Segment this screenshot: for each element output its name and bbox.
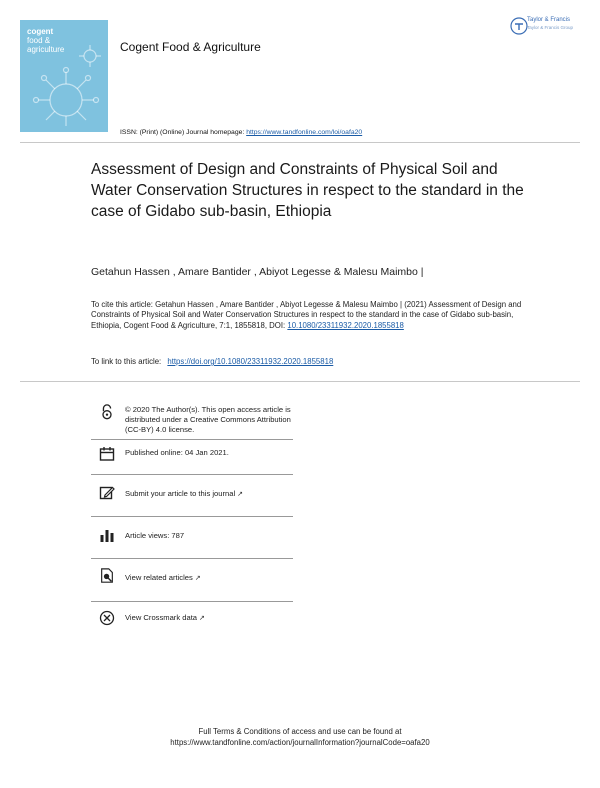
submit-label[interactable]: Submit your article to this journal bbox=[125, 489, 236, 498]
article-authors: Getahun Hassen , Amare Bantider , Abiyot Legesse & Malesu Maimbo | bbox=[91, 266, 424, 278]
edit-icon bbox=[99, 485, 115, 501]
external-link-icon: ↗ bbox=[194, 575, 201, 582]
cite-label: To cite this article: bbox=[91, 300, 153, 309]
views-row bbox=[91, 524, 293, 564]
related-row[interactable] bbox=[91, 566, 293, 606]
article-doi-link[interactable]: https://doi.org/10.1080/23311932.2020.1855818 bbox=[167, 357, 334, 366]
external-link-icon: ↗ bbox=[199, 615, 205, 622]
related-articles-search-icon bbox=[99, 568, 115, 584]
journal-title: Cogent Food & Agriculture bbox=[120, 40, 261, 54]
license-text: © 2020 The Author(s). This open access article is distributed under a Creative Commons Attribution (CC-BY) 4.0 license. bbox=[125, 405, 291, 434]
row-divider bbox=[91, 474, 293, 475]
cover-logo bbox=[27, 27, 64, 54]
journal-homepage-link[interactable]: https://www.tandfonline.com/loi/oafa20 bbox=[246, 129, 363, 136]
bar-chart-icon bbox=[99, 527, 115, 543]
submit-article-link[interactable] bbox=[125, 489, 305, 500]
cite-text: Getahun Hassen , Amare Bantider , Abiyot Legesse & Malesu Maimbo | (2021) Assessment of Design and Constraints of Physical Soil and Water Conservation Structures in respect to the standard in the case of Gidabo sub-basin, Ethiopia, Cogent Food & Agriculture, 7:1, 1855818, DOI: bbox=[91, 300, 522, 330]
open-access-lock-icon bbox=[99, 404, 115, 420]
cover-logo-line2: food & bbox=[27, 36, 51, 45]
publisher-name bbox=[527, 17, 573, 31]
row-divider bbox=[91, 516, 293, 517]
header-divider bbox=[20, 142, 580, 143]
crossmark-link[interactable] bbox=[125, 613, 305, 624]
footer-terms-link[interactable]: https://www.tandfonline.com/action/journalInformation?journalCode=oafa20 bbox=[170, 738, 430, 747]
citation-divider bbox=[20, 381, 580, 382]
external-link-icon: ↗ bbox=[237, 491, 244, 498]
publisher-name-line2: Taylor & Francis Group bbox=[527, 25, 574, 30]
issn-text: ISSN: (Print) (Online) Journal homepage: bbox=[120, 129, 245, 136]
journal-cover bbox=[20, 20, 108, 132]
published-date: Published online: 04 Jan 2021. bbox=[125, 448, 229, 457]
article-views: Article views: 787 bbox=[125, 531, 185, 540]
crossmark-label[interactable]: View Crossmark data bbox=[125, 613, 198, 622]
cover-logo-line3: agriculture bbox=[27, 45, 65, 54]
related-label[interactable]: View related articles bbox=[125, 573, 193, 582]
citation-block bbox=[91, 300, 531, 331]
row-divider bbox=[91, 558, 293, 559]
submit-row[interactable] bbox=[91, 482, 293, 522]
footer bbox=[0, 726, 600, 748]
article-link-line bbox=[91, 357, 333, 366]
link-label: To link to this article: bbox=[91, 357, 162, 366]
published-row bbox=[91, 440, 293, 480]
related-articles-link[interactable] bbox=[125, 573, 305, 584]
footer-line1: Full Terms & Conditions of access and use can be found at bbox=[198, 727, 402, 736]
article-title: Assessment of Design and Constraints of Physical Soil and Water Conservation Structures in respect to the standard in the case of Gidabo sub-basin, Ethiopia bbox=[91, 161, 524, 220]
issn-line bbox=[120, 129, 362, 136]
crossmark-icon bbox=[99, 610, 115, 626]
row-divider bbox=[91, 601, 293, 602]
crossmark-row[interactable] bbox=[91, 607, 293, 637]
cover-logo-line1: cogent bbox=[27, 27, 54, 36]
publisher-name-line1: Taylor & Francis bbox=[527, 17, 571, 23]
cite-doi-link[interactable]: 10.1080/23311932.2020.1855818 bbox=[287, 320, 404, 330]
calendar-icon bbox=[99, 446, 115, 462]
